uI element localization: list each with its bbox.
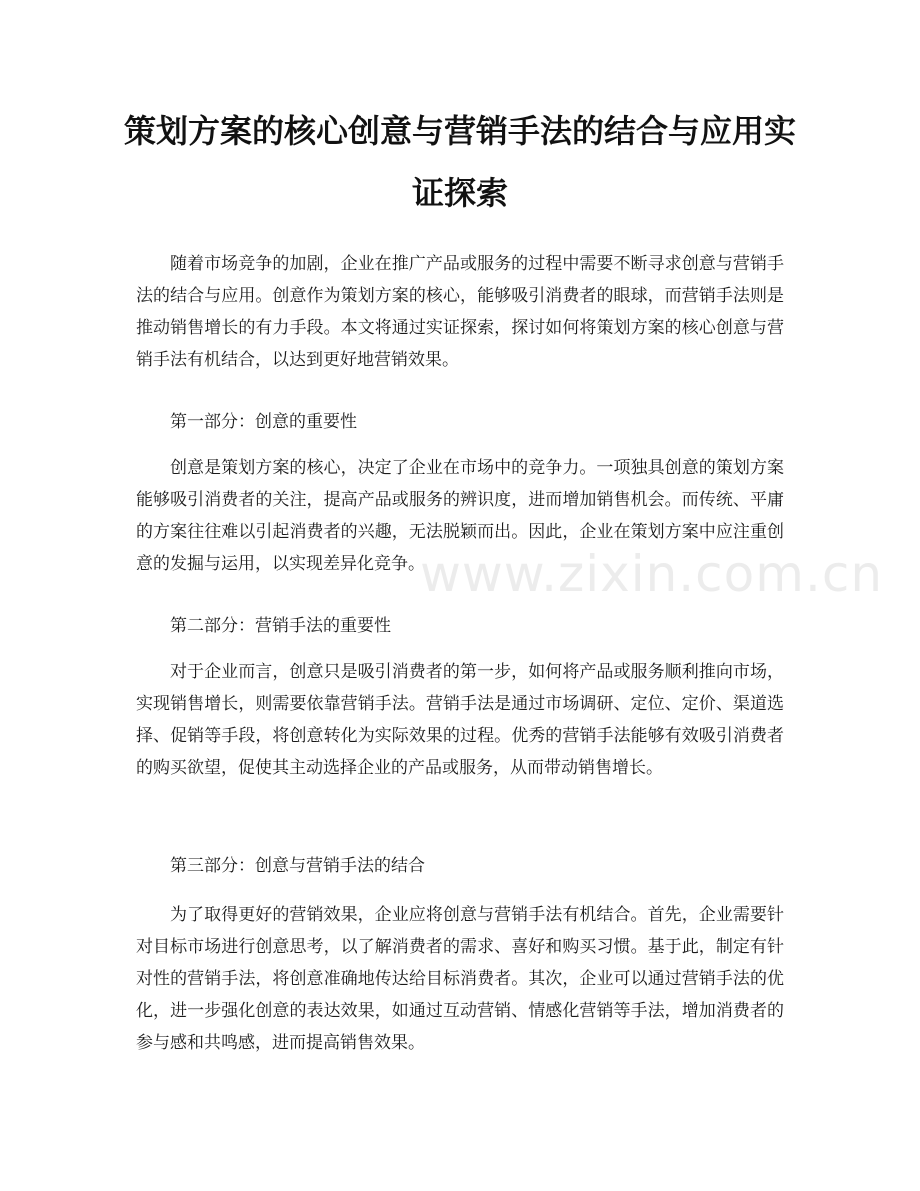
section-1-paragraph: 创意是策划方案的核心，决定了企业在市场中的竞争力。一项独具创意的策划方案能够吸引消费者的关注，提高产品或服务的辨识度，进而增加销售机会。而传统、平庸的方案往往难以引起消费者的兴趣，无法脱颖而出。因此，企业在策划方案中应注重创意的发掘与运用，以实现差异化竞争。 bbox=[136, 458, 784, 574]
section-3-heading: 第三部分：创意与营销手法的结合 bbox=[170, 856, 425, 876]
section-1-heading: 第一部分：创意的重要性 bbox=[170, 412, 357, 432]
section-2-heading: 第二部分：营销手法的重要性 bbox=[170, 616, 391, 636]
intro-paragraph: 随着市场竞争的加剧，企业在推广产品或服务的过程中需要不断寻求创意与营销手法的结合与应用。创意作为策划方案的核心，能够吸引消费者的眼球，而营销手法则是推动销售增长的有力手段。本文将通过实证探索，探讨如何将策划方案的核心创意与营销手法有机结合，以达到更好地营销效果。 bbox=[136, 254, 784, 370]
document-title: 策划方案的核心创意与营销手法的结合与应用实证探索 bbox=[123, 112, 796, 212]
section-2-paragraph: 对于企业而言，创意只是吸引消费者的第一步，如何将产品或服务顺利推向市场，实现销售增长，则需要依靠营销手法。营销手法是通过市场调研、定位、定价、渠道选择、促销等手段，将创意转化为实际效果的过程。优秀的营销手法能够有效吸引消费者的购买欲望，促使其主动选择企业的产品或服务，从而带动销售增长。 bbox=[136, 662, 784, 778]
section-3-paragraph: 为了取得更好的营销效果，企业应将创意与营销手法有机结合。首先，企业需要针对目标市场进行创意思考，以了解消费者的需求、喜好和购买习惯。基于此，制定有针对性的营销手法，将创意准确地传达给目标消费者。其次，企业可以通过营销手法的优化，进一步强化创意的表达效果，如通过互动营销、情感化营销等手法，增加消费者的参与感和共鸣感，进而提高销售效果。 bbox=[136, 905, 784, 1053]
watermark: www.zixin.com.cn bbox=[420, 545, 884, 603]
